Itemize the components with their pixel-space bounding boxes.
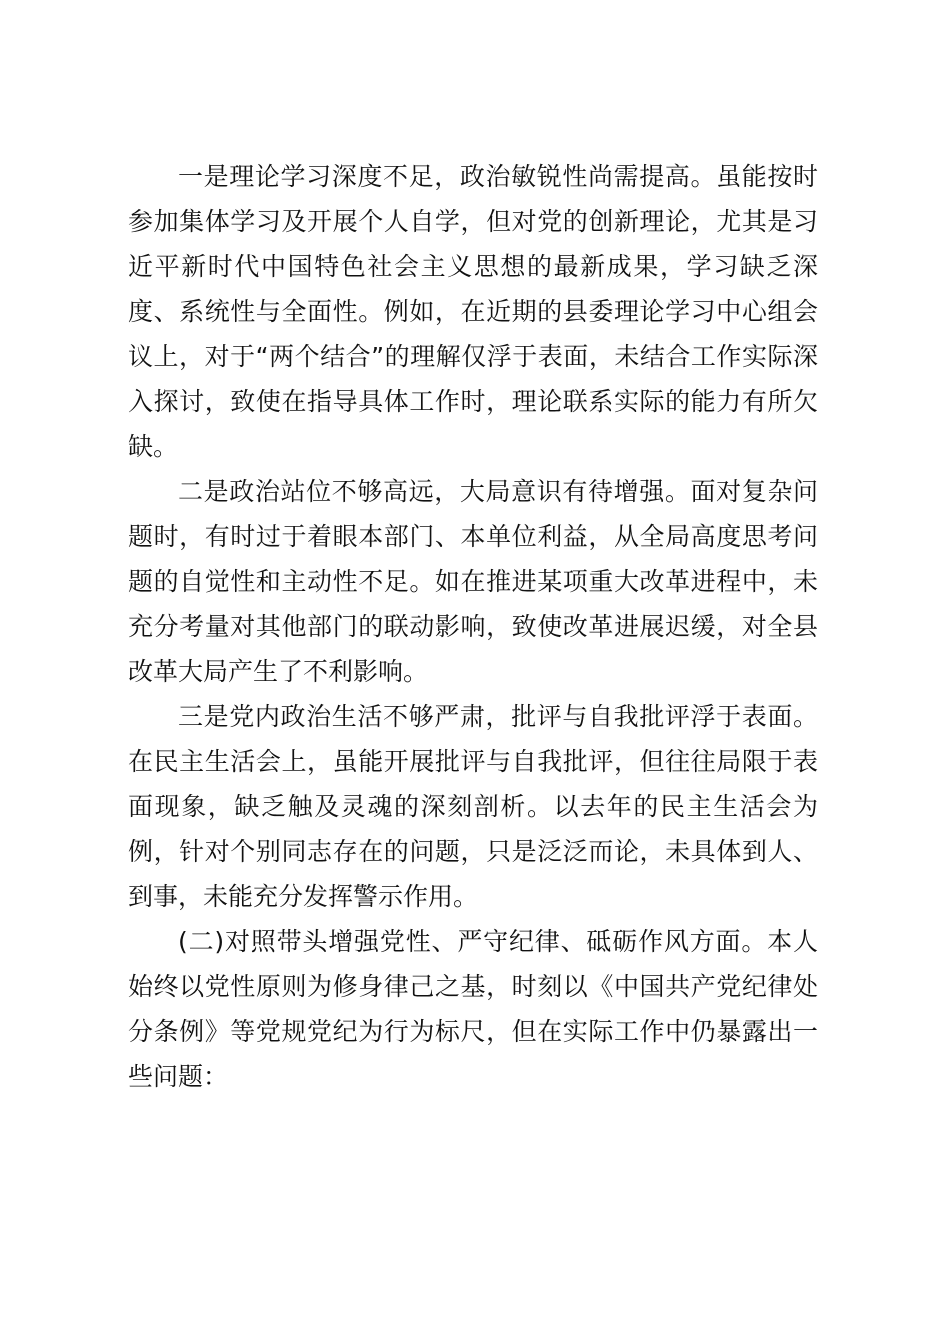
paragraph-party-life: 三是党内政治生活不够严肃，批评与自我批评浮于表面。在民主生活会上，虽能开展批评与自我批评，但往往局限于表面现象，缺乏触及灵魂的深刻剖析。以去年的民主生活会为例，针对个别同志存在的问题，只是泛泛而论，未具体到人、到事，未能充分发挥警示作用。 bbox=[128, 702, 818, 911]
paragraph-theory-study: 一是理论学习深度不足，政治敏锐性尚需提高。虽能按时参加集体学习及开展个人自学，但对党的创新理论，尤其是习近平新时代中国特色社会主义思想的最新成果，学习缺乏深度、系统性与全面性。例如，在近期的县委理论学习中心组会议上，对于“两个结合”的理解仅浮于表面，未结合工作实际深入探讨，致使在指导具体工作时，理论联系实际的能力有所欠缺。 bbox=[128, 162, 818, 461]
paragraph-section-two: (二)对照带头增强党性、严守纪律、砥砺作风方面。本人始终以党性原则为修身律己之基，时刻以《中国共产党纪律处分条例》等党规党纪为行为标尺，但在实际工作中仍暴露出一些问题： bbox=[128, 927, 818, 1091]
paragraph-political-stance: 二是政治站位不够高远，大局意识有待增强。面对复杂问题时，有时过于着眼本部门、本单位利益，从全局高度思考问题的自觉性和主动性不足。如在推进某项重大改革进程中，未充分考量对其他部门的联动影响，致使改革进展迟缓，对全县改革大局产生了不利影响。 bbox=[128, 477, 818, 686]
document-body bbox=[128, 154, 818, 1099]
